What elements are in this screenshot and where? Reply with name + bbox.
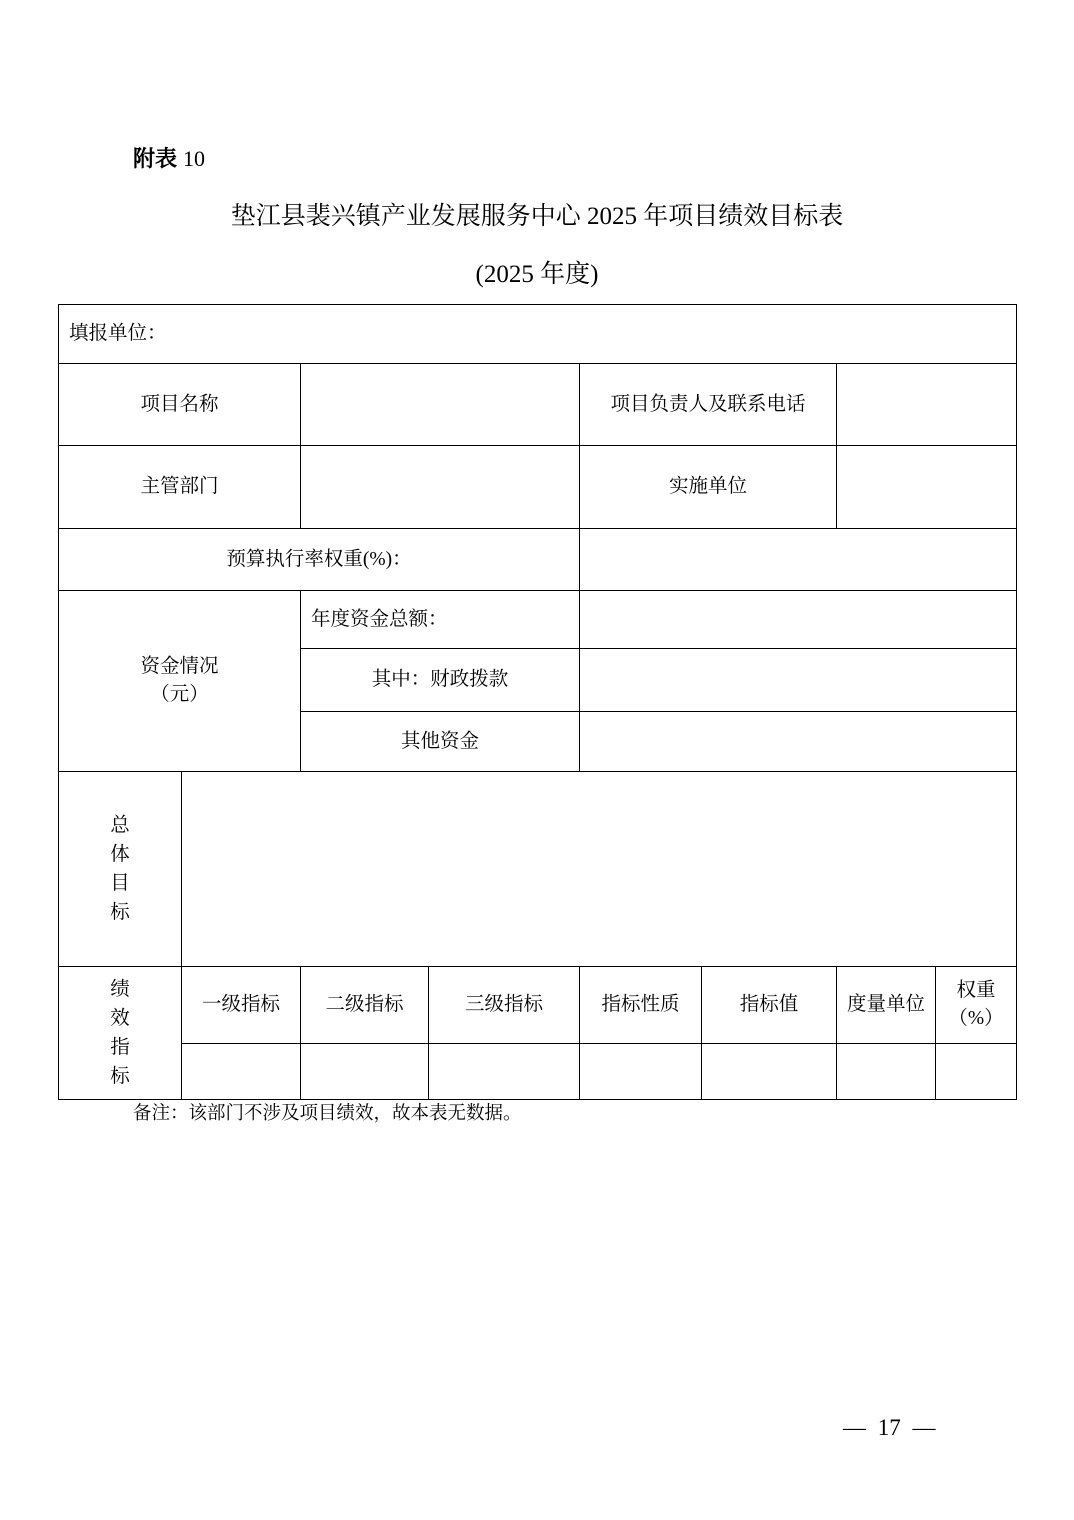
overall-goal-label-cell — [59, 772, 182, 967]
project-leader-value-cell — [837, 364, 1017, 446]
project-leader-label-cell — [580, 364, 837, 446]
appendix-label: 附表 — [133, 146, 178, 171]
other-funding-label: 其他资金 — [400, 730, 479, 752]
table-cell — [429, 1044, 580, 1100]
table-cell — [702, 1044, 837, 1100]
level1-indicator-header: 一级指标 — [201, 994, 280, 1015]
project-name-label: 项目名称 — [140, 393, 219, 415]
performance-target-table — [58, 304, 1017, 1100]
table-cell — [837, 1044, 936, 1100]
footnote: 备注：该部门不涉及项目绩效，故本表无数据。 — [133, 1104, 522, 1124]
budget-weight-label: 预算执行率权重(%)： — [226, 548, 412, 570]
overall-goal-value-cell — [182, 772, 1017, 967]
department-row — [59, 446, 1017, 529]
overall-goal-label: 总体目标 — [110, 815, 130, 923]
implementing-unit-label-cell — [580, 446, 837, 529]
indicator-value-header: 指标值 — [739, 994, 799, 1015]
performance-data-row — [59, 1044, 1017, 1100]
reporting-unit-cell — [59, 305, 1017, 364]
column-header — [702, 967, 837, 1044]
page-number: — 17 — — [843, 1415, 936, 1440]
project-name-row — [59, 364, 1017, 446]
department-label: 主管部门 — [140, 476, 219, 497]
table-cell — [182, 1044, 301, 1100]
performance-header-row — [59, 967, 1017, 1044]
department-value-cell — [301, 446, 580, 529]
project-name-value-cell — [301, 364, 580, 446]
level3-indicator-header: 三级指标 — [464, 994, 543, 1015]
annual-total-label-cell — [301, 591, 580, 649]
fiscal-label-cell — [301, 649, 580, 712]
annual-total-value-cell — [580, 591, 1017, 649]
appendix-number: 10 — [183, 146, 206, 171]
performance-label-cell — [59, 967, 182, 1100]
project-leader-label: 项目负责人及联系电话 — [610, 393, 806, 415]
column-header — [580, 967, 702, 1044]
other-funding-value-cell — [580, 712, 1017, 772]
weight-header-label: 权重 — [956, 980, 996, 1001]
overall-goal-row — [59, 772, 1017, 967]
fiscal-label: 其中：财政拨款 — [371, 669, 509, 690]
fiscal-value-cell — [580, 649, 1017, 712]
column-header — [182, 967, 301, 1044]
annual-total-label: 年度资金总额： — [311, 608, 448, 630]
appendix-heading — [133, 146, 205, 172]
page-title: 垫江县裴兴镇产业发展服务中心 2025 年项目绩效目标表 — [230, 203, 844, 230]
other-funding-label-cell — [301, 712, 580, 772]
funding-label: 资金情况 — [140, 656, 219, 677]
funding-label-cell — [59, 591, 301, 772]
column-header — [429, 967, 580, 1044]
project-name-label-cell — [59, 364, 301, 446]
level2-indicator-header: 二级指标 — [325, 994, 404, 1015]
indicator-nature-header: 指标性质 — [601, 994, 680, 1015]
performance-label: 绩效指标 — [110, 979, 130, 1087]
column-header — [301, 967, 429, 1044]
funding-total-row — [59, 591, 1017, 649]
weight-header-unit: （%） — [948, 1008, 1004, 1029]
page-subtitle: (2025 年度) — [475, 261, 599, 288]
budget-weight-row — [59, 529, 1017, 591]
column-header — [837, 967, 936, 1044]
table-cell — [936, 1044, 1017, 1100]
implementing-unit-label: 实施单位 — [668, 476, 747, 497]
column-header — [936, 967, 1017, 1044]
implementing-unit-value-cell — [837, 446, 1017, 529]
reporting-unit-row — [59, 305, 1017, 364]
reporting-unit-label: 填报单位： — [69, 323, 167, 344]
table-cell — [580, 1044, 702, 1100]
budget-weight-label-cell — [59, 529, 580, 591]
budget-weight-value-cell — [580, 529, 1017, 591]
measurement-unit-header: 度量单位 — [846, 994, 925, 1015]
department-label-cell — [59, 446, 301, 529]
funding-unit: （元） — [150, 684, 209, 705]
table-cell — [301, 1044, 429, 1100]
